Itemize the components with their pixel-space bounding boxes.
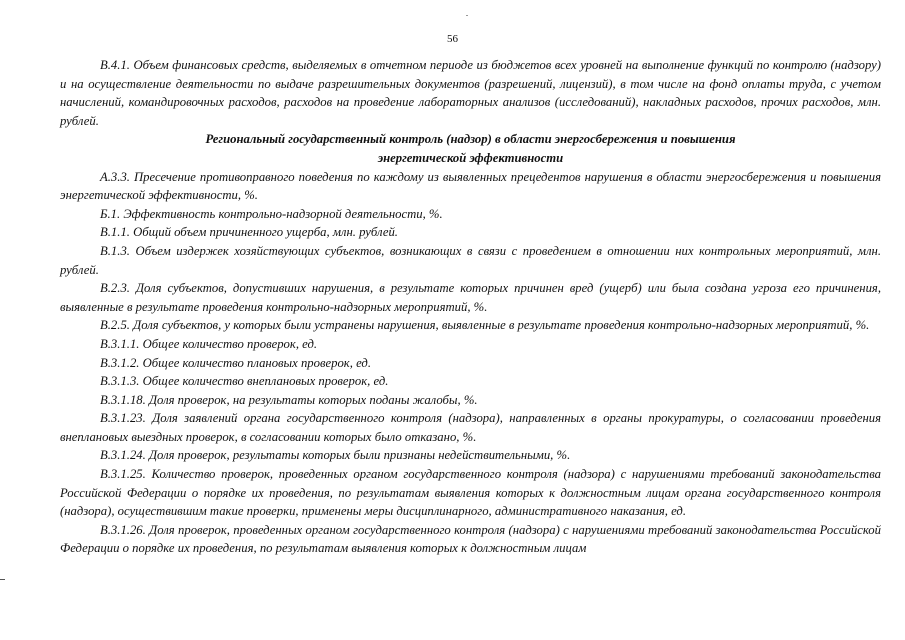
- section-heading-line-2: энергетической эффективности: [377, 150, 564, 165]
- section-heading: [60, 130, 881, 167]
- scan-artifact-left-mark: [0, 579, 5, 580]
- paragraph-v-2-5: В.2.5. Доля субъектов, у которых были устранены нарушения, выявленные в результате проведения контрольно-надзорных мероприятий, %.: [100, 318, 870, 333]
- paragraph-v-2-3: В.2.3. Доля субъектов, допустивших нарушения, в результате которых причинен вред (ущерб) или была создана угроза его причинения, выявленные в результате проведения контрольно-надзорных мероприятий, %.: [60, 281, 881, 314]
- section-heading-line-1: Региональный государственный контроль (надзор) в области энергосбережения и повышения: [205, 132, 736, 147]
- paragraph-a-3-3: А.3.3. Пресечение противоправного поведения по каждому из выявленных прецедентов нарушения в области энергосбережения и повышения энергетической эффективности, %.: [60, 169, 881, 203]
- page-number: 56: [447, 33, 458, 45]
- paragraph-b-1: Б.1. Эффективность контрольно-надзорной деятельности, %.: [100, 206, 443, 221]
- paragraph-v-1-3: В.1.3. Объем издержек хозяйствующих субъектов, возникающих в связи с проведением в отношении них контрольных мероприятий, млн. рублей.: [60, 243, 881, 277]
- paragraph-v-3-1-24: В.3.1.24. Доля проверок, результаты которых были признаны недействительными, %.: [100, 448, 571, 463]
- page-body: [60, 56, 881, 558]
- paragraph-v-3-1-3: В.3.1.3. Общее количество внеплановых проверок, ед.: [100, 374, 389, 389]
- paragraph-b-4-1: В.4.1. Объем финансовых средств, выделяемых в отчетном периоде из бюджетов всех уровней на выполнение функций по контролю (надзору) и на осуществление деятельности по выдаче разрешительных документов (разрешений, лицензий), в том числе на фонд оплаты труда, с учетом начислений, командировочных расходов, расходов на проведение лабораторных анализов (исследований), накладных расходов, прочих расходов, млн. рублей.: [60, 58, 881, 128]
- paragraph-v-3-1-1: В.3.1.1. Общее количество проверок, ед.: [100, 336, 318, 351]
- paragraph-v-3-1-25: В.3.1.25. Количество проверок, проведенных органом государственного контроля (надзора) с нарушениями требований законодательства Российской Федерации о порядке их проведения, по результатам выявления которых к должностным лицам органа государственного контроля (надзора), осуществившим такие проверки, применены меры дисциплинарного, административного наказания, ед.: [60, 467, 881, 519]
- paragraph-v-3-1-18: В.3.1.18. Доля проверок, на результаты которых поданы жалобы, %.: [100, 392, 478, 407]
- paragraph-v-1-1: В.1.1. Общий объем причиненного ущерба, млн. рублей.: [100, 225, 398, 240]
- paragraph-v-3-1-26: В.3.1.26. Доля проверок, проведенных органом государственного контроля (надзора) с нарушениями требований законодательства Российской Федерации о порядке их проведения, по результатам выявления которых к должностным лицам: [60, 522, 881, 556]
- paragraph-v-3-1-2: В.3.1.2. Общее количество плановых проверок, ед.: [100, 355, 371, 370]
- paragraph-v-3-1-23: В.3.1.23. Доля заявлений органа государственного контроля (надзора), направленных в органы прокуратуры, о согласовании проведения внеплановых выездных проверок, в согласовании которых было отказано, %.: [60, 411, 881, 444]
- scan-artifact: [466, 15, 468, 16]
